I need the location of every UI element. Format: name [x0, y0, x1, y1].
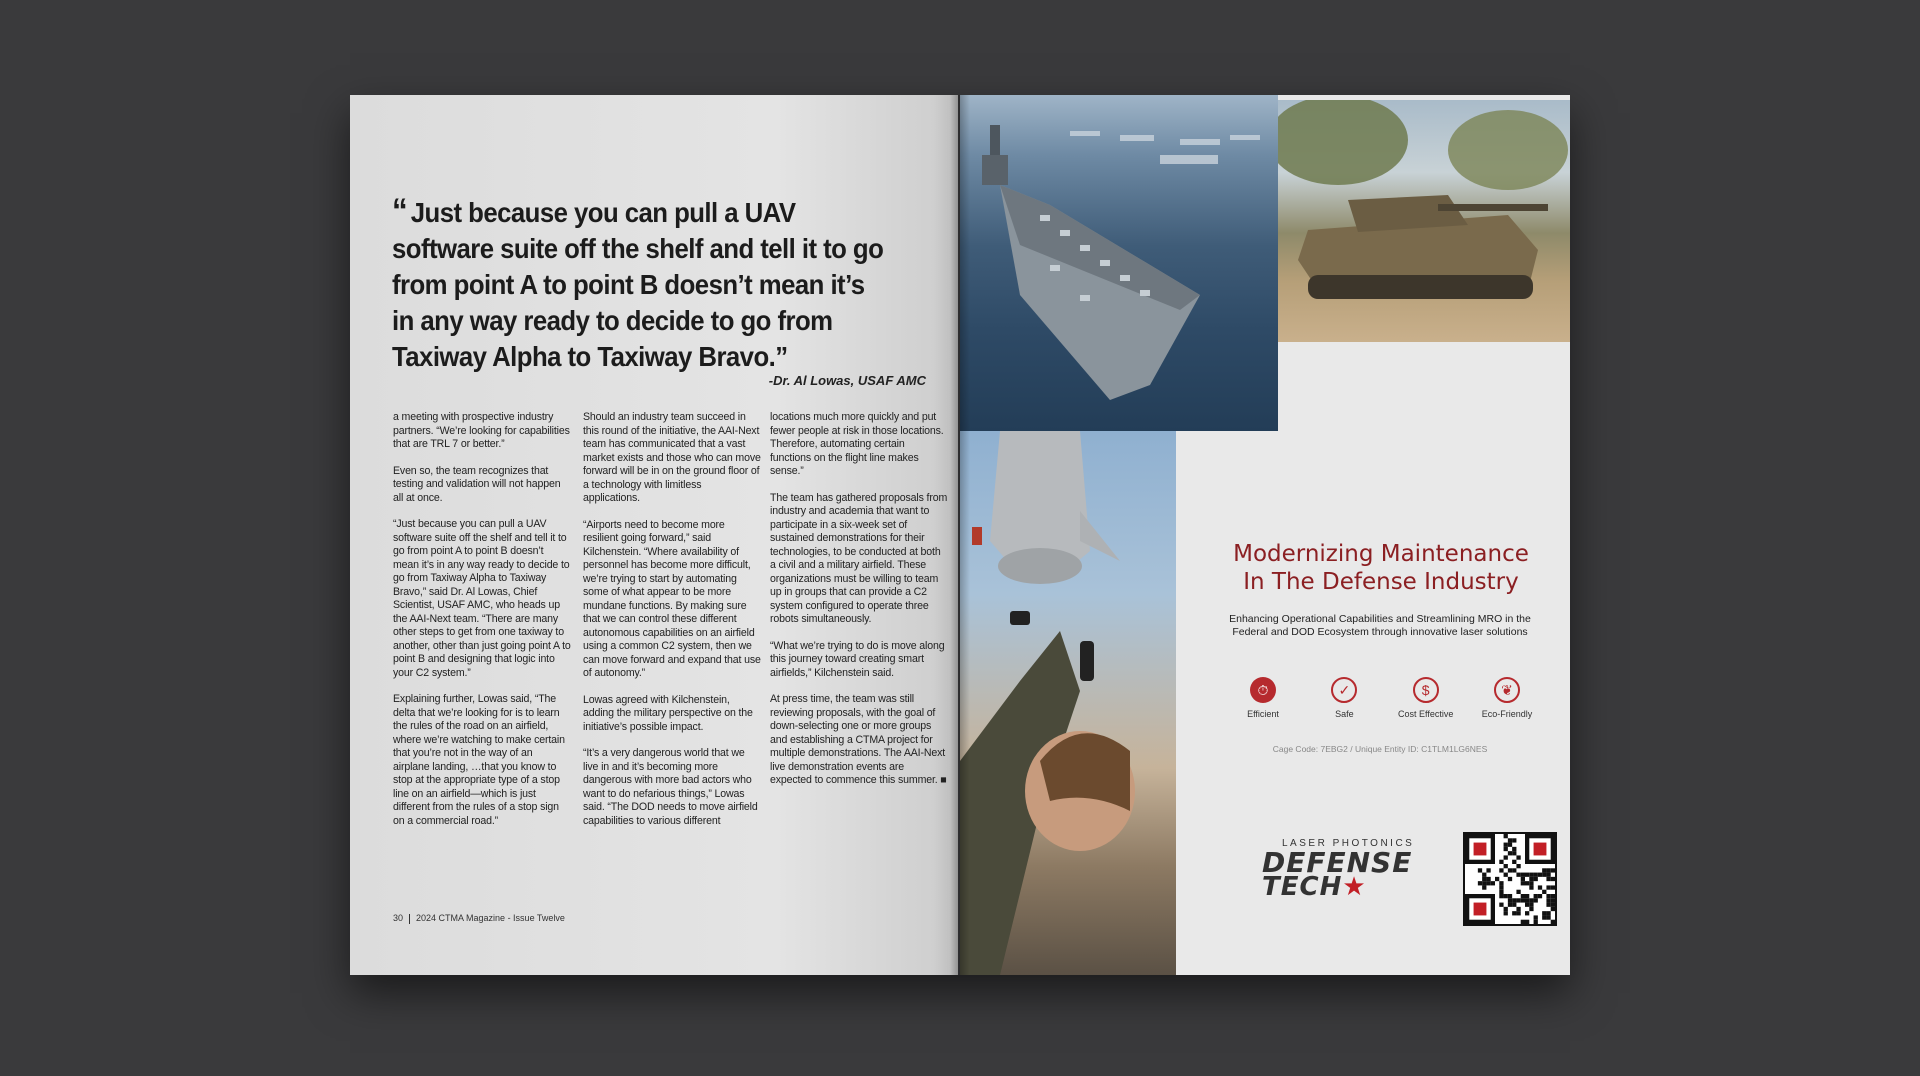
ad-headline-line-1: Modernizing Maintenance: [1233, 541, 1529, 567]
open-quote-mark: “: [392, 192, 408, 230]
feature-cost-effective: [1388, 677, 1464, 719]
feature-label: Eco-Friendly: [1481, 709, 1533, 719]
logo-tagline: LASER PHOTONICS: [1282, 838, 1415, 849]
star-icon: ★: [1342, 872, 1367, 902]
magazine-spread: [350, 95, 1570, 975]
text-column-3: [770, 411, 948, 801]
paragraph: locations much more quickly and put fewer people at risk in those locations. Therefore, automating certain functions on the flight line makes sense.”: [770, 411, 944, 477]
paragraph: “It’s a very dangerous world that we live in and it’s becoming more dangerous with more bad actors who want to do nefarious things,” Lowas said. “The DOD needs to move airfield capabilities to various different: [583, 747, 758, 827]
defense-tech-logo: [1262, 838, 1442, 901]
paragraph: “Just because you can pull a UAV software suite off the shelf and tell it to go from point A to point B doesn’t mean it’s in any way ready to decide to go from Taxiway Alpha to Taxiway Bravo,” said Dr. Al Lowas, Chief Scientist, USAF AMC, who heads up the AAI-Next team. “There are many other steps to get from one taxiway to another, other than just going point A to point B and designing that logic into your C2 system.”: [393, 518, 571, 679]
feature-safe: [1306, 677, 1382, 719]
close-quote-mark: ”: [775, 341, 788, 372]
page-folio: [393, 913, 565, 924]
logo-tech-text: TECH: [1262, 872, 1343, 902]
feature-label: Efficient: [1247, 709, 1279, 719]
paragraph: Explaining further, Lowas said, “The delta that we’re looking for is to learn the rules of the road on an airfield, where we’re watching to make certain that you’re not in the way of an airplane landing, …that you know to stop at the appropriate type of a stop line on an airfield—which is just different from the rules of a stop sign on a commercial road.”: [393, 693, 565, 827]
paragraph: a meeting with prospective industry partners. “We’re looking for capabilities that are TRL 7 or better.”: [393, 411, 570, 450]
dollar-icon: $: [1413, 677, 1439, 703]
stopwatch-icon: ⏱: [1250, 677, 1276, 703]
paragraph: Even so, the team recognizes that testing and validation will not happen all at once.: [393, 464, 561, 504]
paragraph: At press time, the team was still reviewing proposals, with the goal of down-selecting one or more groups and establishing a CTMA project for multiple demonstrations. The AAI-Next live demonstration events are expected to commence this summer. ■: [770, 693, 947, 786]
feature-label: Cost Effective: [1397, 709, 1454, 719]
pull-quote-text: Just because you can pull a UAV software suite off the shelf and tell it to go from point A to point B doesn’t mean it’s in any way ready to decide to go from Taxiway Alpha to Taxiway Bravo.: [392, 197, 884, 372]
text-column-1: [393, 411, 571, 841]
paragraph: “What we’re trying to do is move along this journey toward creating smart airfields,” Kilchenstein said.: [770, 639, 945, 679]
aircraft-carrier-photo: [960, 95, 1278, 431]
feature-eco-friendly: [1469, 677, 1545, 719]
feature-label: Safe: [1335, 709, 1354, 719]
left-page: [350, 95, 958, 975]
paragraph: “Airports need to become more resilient going forward,” said Kilchenstein. “Where availability of personnel has become more difficult, we’re trying to start by automating some of what appear to be more mundane functions. By making sure that we can control these different autonomous capabilities on an airfield using a common C2 system, then we can move forward and expand that use of autonomy.”: [583, 518, 761, 679]
ad-headline-line-2: In The Defense Industry: [1243, 569, 1519, 595]
paragraph: The team has gathered proposals from industry and academia that want to participate in a six-week set of sustained demonstrations for their technologies, to be conducted at both a civil and a military airfield. These organizations must be willing to team up in groups that can provide a C2 system configured to operate three robots simultaneously.: [770, 491, 948, 625]
pull-quote: [392, 193, 889, 375]
feature-icons-row: [1225, 677, 1545, 719]
ad-subtitle: Enhancing Operational Capabilities and Streamlining MRO in the Federal and DOD Ecosystem through innovative laser solutions: [1229, 613, 1531, 638]
page-number: 30: [393, 913, 404, 923]
qr-code[interactable]: [1463, 832, 1557, 926]
pull-quote-attribution: -Dr. Al Lowas, USAF AMC: [768, 373, 926, 388]
tank-photo: [1278, 100, 1570, 342]
feature-efficient: [1225, 677, 1301, 719]
right-page-ad: [960, 95, 1570, 975]
publication-name: 2024 CTMA Magazine - Issue Twelve: [416, 913, 565, 923]
folio-divider: [409, 914, 410, 924]
cage-code: Cage Code: 7EBG2 / Unique Entity ID: C1TLM1LG6NES: [1272, 744, 1488, 754]
logo-word-tech: [1262, 873, 1442, 901]
logo-word-defense: DEFENSE: [1262, 846, 1413, 879]
pilot-missile-photo: [960, 431, 1176, 975]
shield-check-icon: ✓: [1331, 677, 1357, 703]
text-column-2: [583, 411, 761, 841]
ad-headline: [1206, 540, 1556, 596]
globe-leaf-icon: ❦: [1494, 677, 1520, 703]
paragraph: Should an industry team succeed in this round of the initiative, the AAI-Next team has communicated that a vast market exists and those who can move forward will be in on the ground floor of a technology with limitless applications.: [583, 411, 761, 504]
paragraph: Lowas agreed with Kilchenstein, adding the military perspective on the initiative’s possible impact.: [583, 693, 753, 733]
